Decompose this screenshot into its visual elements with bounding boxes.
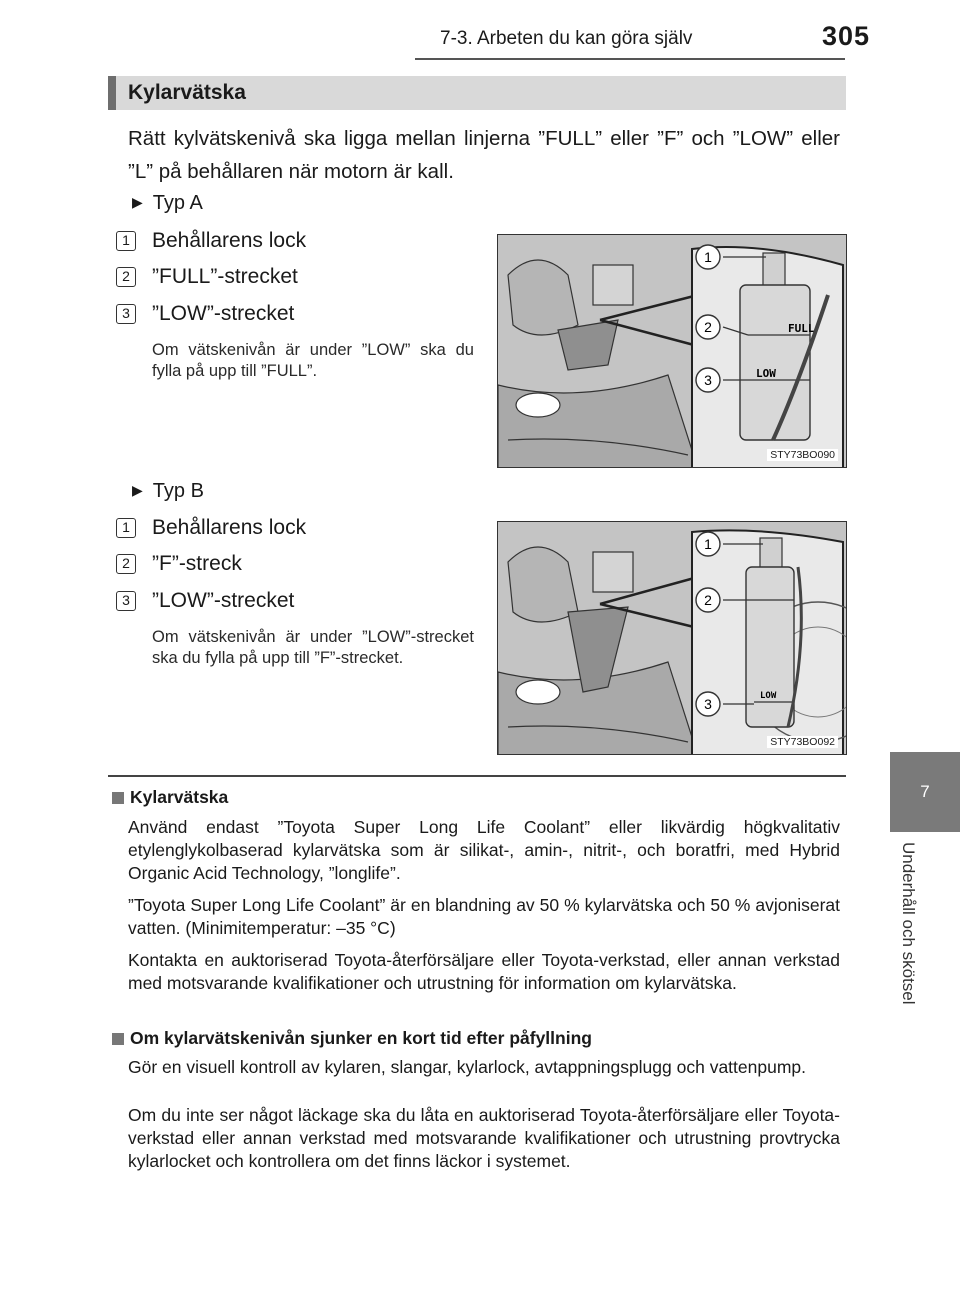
type-a-item-1 <box>116 229 306 253</box>
section-title: Kylarvätska <box>108 76 846 110</box>
type-a-heading <box>132 192 203 215</box>
square-bullet-icon <box>112 1033 124 1045</box>
item-label: ”LOW”-strecket <box>152 302 295 325</box>
item-label: ”FULL”-strecket <box>152 265 298 288</box>
type-b-item-1 <box>116 516 306 540</box>
chapter-number: 7 <box>920 782 930 801</box>
engine-bay-illustration-b <box>498 522 847 755</box>
type-b-note: Om vätskenivån är under ”LOW”-strecket ska du fylla på upp till ”F”-strecket. <box>152 628 474 667</box>
item-label: Behållarens lock <box>152 516 307 539</box>
square-bullet-icon <box>112 792 124 804</box>
info-heading-coolant <box>112 787 228 808</box>
header-rule <box>415 58 845 60</box>
type-a-label: Typ A <box>152 192 203 214</box>
type-b-label: Typ B <box>152 480 204 502</box>
number-badge: 1 <box>116 518 136 538</box>
section-divider <box>108 775 846 777</box>
number-badge: 2 <box>116 267 136 287</box>
tank-mark-low: LOW <box>760 691 777 701</box>
type-a-item-2 <box>116 265 298 289</box>
type-b-figure <box>497 521 847 755</box>
info-paragraph: Om du inte ser något läckage ska du låta en auktoriserad Toyota-återförsäljare eller Toyota-verkstad eller annan verkstad med motsvarande kvalifikationer och utrustning provtrycka kylarlocket och kontrollera om det finns läckor i systemet. <box>128 1105 840 1171</box>
arrow-right-icon: ▶ <box>132 194 143 210</box>
callout-2: 2 <box>704 319 712 335</box>
engine-bay-illustration-a <box>498 235 847 468</box>
intro-text: Rätt kylvätskenivå ska ligga mellan linjerna ”FULL” eller ”F” och ”LOW” eller ”L” på behållaren när motorn är kall. <box>128 127 840 183</box>
page-number: 305 <box>822 21 871 51</box>
callout-3: 3 <box>704 696 712 712</box>
info-heading-level-drop <box>112 1028 592 1049</box>
info-heading-text: Om kylarvätskenivån sjunker en kort tid efter påfyllning <box>130 1028 592 1048</box>
chapter-label: Underhåll och skötsel <box>899 842 918 1005</box>
callout-3: 3 <box>704 372 712 388</box>
item-label: Behållarens lock <box>152 229 307 252</box>
number-badge: 1 <box>116 231 136 251</box>
chapter-label-wrap <box>898 842 928 1162</box>
type-b-item-2 <box>116 552 242 576</box>
info-paragraph: Använd endast ”Toyota Super Long Life Coolant” eller likvärdig högkvalitativ etylenglykolbaserad kylarvätska som är silikat-, amin-, nitrit-, och boratfri, med Hybrid Organic Acid Technology, ”longlife”. <box>128 817 840 883</box>
number-badge: 2 <box>116 554 136 574</box>
type-a-figure <box>497 234 847 468</box>
type-b-item-3 <box>116 589 294 613</box>
callout-2: 2 <box>704 592 712 608</box>
info-paragraph: ”Toyota Super Long Life Coolant” är en blandning av 50 % kylarvätska och 50 % avjoniserat vatten. (Minimitemperatur: –35 °C) <box>128 895 840 938</box>
section-header: 7-3. Arbeten du kan göra själv <box>440 28 693 49</box>
arrow-right-icon: ▶ <box>132 482 143 498</box>
callout-1: 1 <box>704 249 712 265</box>
info-paragraph: Gör en visuell kontroll av kylaren, slangar, kylarlock, avtappningsplugg och vattenpump. <box>128 1057 807 1077</box>
info-heading-text: Kylarvätska <box>130 787 229 807</box>
item-label: ”LOW”-strecket <box>152 589 295 612</box>
type-b-heading <box>132 480 204 503</box>
item-label: ”F”-streck <box>152 552 242 575</box>
number-badge: 3 <box>116 591 136 611</box>
callout-1: 1 <box>704 536 712 552</box>
figure-code: STY73BO090 <box>767 449 838 461</box>
tank-mark-full: FULL <box>788 322 815 335</box>
chapter-tab <box>890 752 960 832</box>
type-a-note: Om vätskenivån är under ”LOW” ska du fylla på upp till ”FULL”. <box>152 341 474 380</box>
type-a-item-3 <box>116 302 294 326</box>
figure-code: STY73BO092 <box>767 736 838 748</box>
number-badge: 3 <box>116 304 136 324</box>
tank-mark-low: LOW <box>756 367 776 380</box>
info-paragraph: Kontakta en auktoriserad Toyota-återförsäljare eller Toyota-verkstad, eller annan verkstad med motsvarande kvalifikationer och utrustning för information om kylarvätska. <box>128 950 840 993</box>
